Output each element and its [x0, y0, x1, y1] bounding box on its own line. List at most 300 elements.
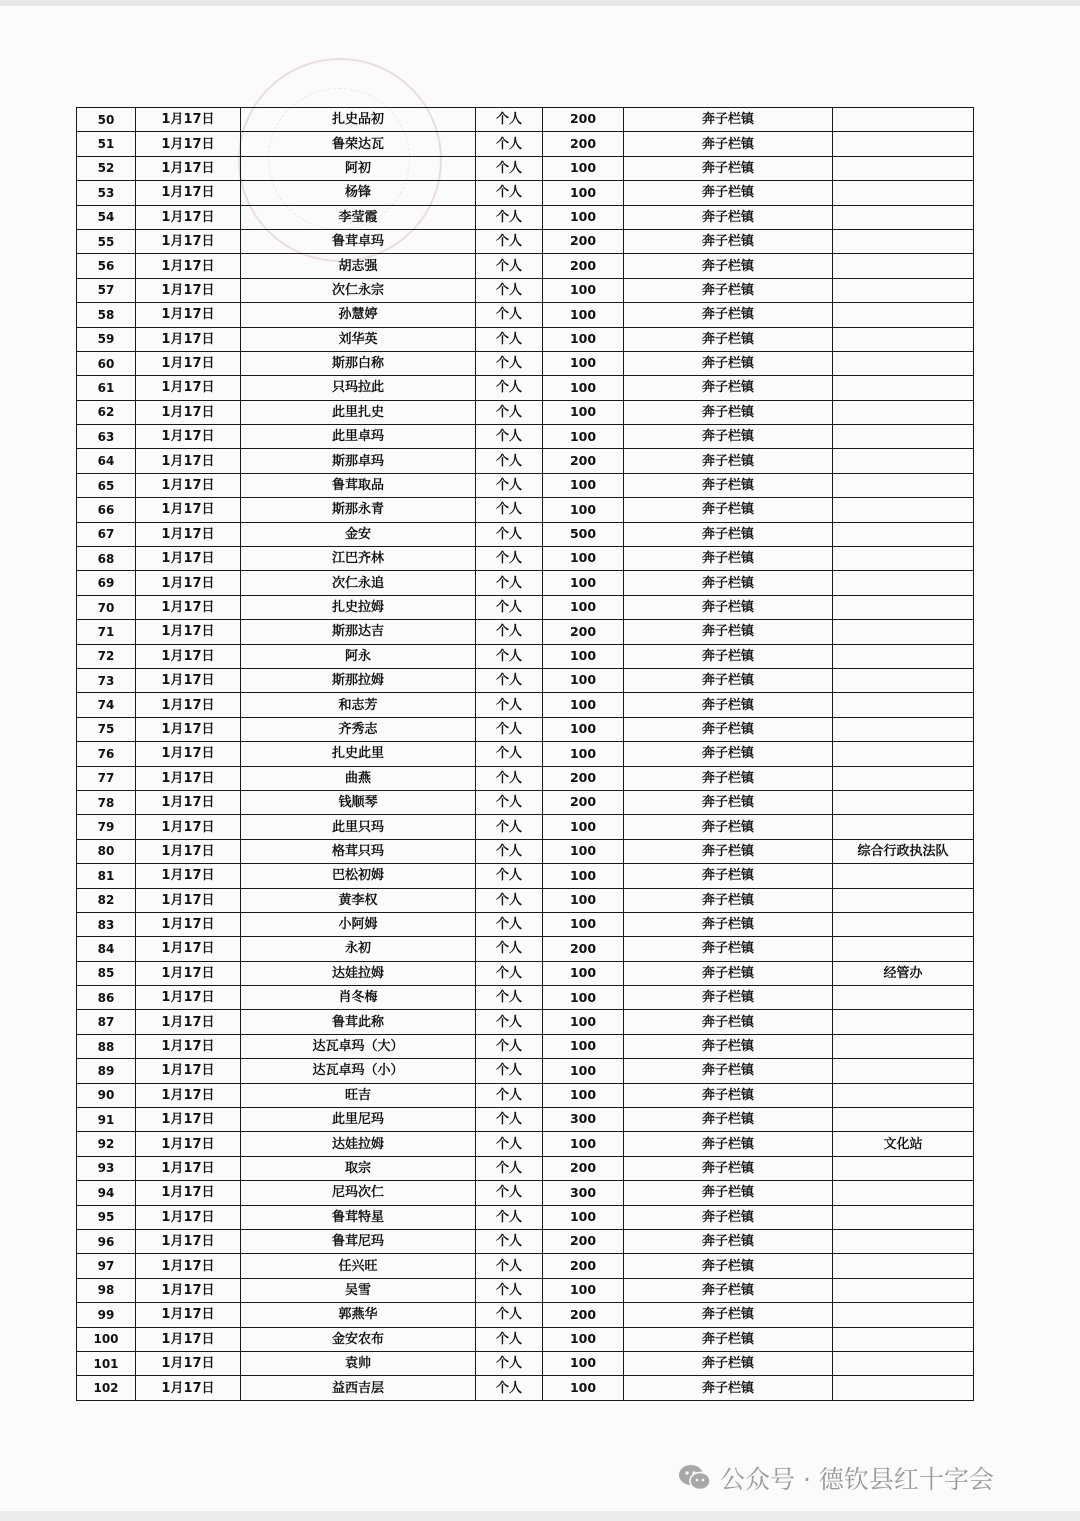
row-date: 1月17日 — [136, 668, 241, 692]
row-date: 1月17日 — [136, 229, 241, 253]
row-number: 57 — [77, 278, 136, 302]
table-row — [77, 303, 974, 327]
row-number: 78 — [77, 790, 136, 814]
row-donor-name: 达瓦卓玛（小） — [241, 1059, 476, 1083]
row-number: 54 — [77, 205, 136, 229]
row-donor-type: 个人 — [476, 668, 543, 692]
row-donor-name: 达娃拉姆 — [241, 961, 476, 985]
row-donor-name: 尼玛次仁 — [241, 1181, 476, 1205]
table-row — [77, 961, 974, 985]
row-number: 79 — [77, 815, 136, 839]
row-place: 奔子栏镇 — [624, 132, 833, 156]
table-row — [77, 937, 974, 961]
row-amount: 200 — [543, 254, 624, 278]
row-donor-type: 个人 — [476, 1156, 543, 1180]
row-note — [833, 229, 974, 253]
row-donor-type: 个人 — [476, 205, 543, 229]
row-donor-name: 斯那拉姆 — [241, 668, 476, 692]
row-date: 1月17日 — [136, 425, 241, 449]
row-place: 奔子栏镇 — [624, 1010, 833, 1034]
row-number: 56 — [77, 254, 136, 278]
row-note — [833, 864, 974, 888]
row-date: 1月17日 — [136, 205, 241, 229]
table-row — [77, 1376, 974, 1400]
row-amount: 100 — [543, 1083, 624, 1107]
row-date: 1月17日 — [136, 815, 241, 839]
row-date: 1月17日 — [136, 1083, 241, 1107]
row-date: 1月17日 — [136, 522, 241, 546]
row-donor-name: 扎史拉姆 — [241, 595, 476, 619]
row-donor-type: 个人 — [476, 986, 543, 1010]
row-amount: 100 — [543, 839, 624, 863]
row-place: 奔子栏镇 — [624, 1376, 833, 1400]
row-note — [833, 547, 974, 571]
table-row — [77, 1083, 974, 1107]
row-place: 奔子栏镇 — [624, 937, 833, 961]
row-note — [833, 1010, 974, 1034]
row-number: 85 — [77, 961, 136, 985]
row-number: 96 — [77, 1229, 136, 1253]
row-place: 奔子栏镇 — [624, 473, 833, 497]
row-note — [833, 766, 974, 790]
row-place: 奔子栏镇 — [624, 864, 833, 888]
row-amount: 200 — [543, 1229, 624, 1253]
row-amount: 100 — [543, 1034, 624, 1058]
row-donor-name: 袁帅 — [241, 1351, 476, 1375]
row-date: 1月17日 — [136, 1132, 241, 1156]
row-donor-type: 个人 — [476, 839, 543, 863]
row-number: 72 — [77, 644, 136, 668]
row-amount: 200 — [543, 229, 624, 253]
row-place: 奔子栏镇 — [624, 888, 833, 912]
table-row — [77, 376, 974, 400]
row-place: 奔子栏镇 — [624, 351, 833, 375]
row-donor-type: 个人 — [476, 766, 543, 790]
table-row — [77, 547, 974, 571]
row-amount: 100 — [543, 644, 624, 668]
row-amount: 100 — [543, 303, 624, 327]
row-place: 奔子栏镇 — [624, 278, 833, 302]
row-donor-type: 个人 — [476, 351, 543, 375]
row-note — [833, 1083, 974, 1107]
row-place: 奔子栏镇 — [624, 1059, 833, 1083]
row-donor-name: 肖冬梅 — [241, 986, 476, 1010]
table-row — [77, 1278, 974, 1302]
row-note — [833, 1254, 974, 1278]
row-amount: 100 — [543, 327, 624, 351]
row-note — [833, 425, 974, 449]
table-row — [77, 327, 974, 351]
row-donor-type: 个人 — [476, 522, 543, 546]
row-date: 1月17日 — [136, 571, 241, 595]
row-amount: 200 — [543, 766, 624, 790]
row-place: 奔子栏镇 — [624, 644, 833, 668]
row-date: 1月17日 — [136, 1376, 241, 1400]
row-donor-name: 郭燕华 — [241, 1303, 476, 1327]
row-amount: 100 — [543, 473, 624, 497]
row-date: 1月17日 — [136, 1059, 241, 1083]
table-row — [77, 717, 974, 741]
row-place: 奔子栏镇 — [624, 766, 833, 790]
row-donor-name: 此里卓玛 — [241, 425, 476, 449]
row-donor-name: 次仁永追 — [241, 571, 476, 595]
row-place: 奔子栏镇 — [624, 327, 833, 351]
row-place: 奔子栏镇 — [624, 1034, 833, 1058]
table-row — [77, 351, 974, 375]
row-amount: 200 — [543, 449, 624, 473]
row-donor-name: 黄李权 — [241, 888, 476, 912]
row-place: 奔子栏镇 — [624, 961, 833, 985]
row-number: 90 — [77, 1083, 136, 1107]
row-number: 87 — [77, 1010, 136, 1034]
row-note — [833, 1059, 974, 1083]
row-number: 52 — [77, 156, 136, 180]
table-row — [77, 1351, 974, 1375]
row-donor-type: 个人 — [476, 888, 543, 912]
row-donor-type: 个人 — [476, 1303, 543, 1327]
row-number: 76 — [77, 742, 136, 766]
row-donor-name: 吴雪 — [241, 1278, 476, 1302]
row-note — [833, 1205, 974, 1229]
row-place: 奔子栏镇 — [624, 839, 833, 863]
row-donor-name: 次仁永宗 — [241, 278, 476, 302]
row-note: 经管办 — [833, 961, 974, 985]
row-donor-name: 阿初 — [241, 156, 476, 180]
row-date: 1月17日 — [136, 498, 241, 522]
row-note — [833, 620, 974, 644]
row-amount: 100 — [543, 425, 624, 449]
table-row — [77, 1010, 974, 1034]
row-donor-type: 个人 — [476, 912, 543, 936]
row-note — [833, 1229, 974, 1253]
row-donor-type: 个人 — [476, 1278, 543, 1302]
row-number: 64 — [77, 449, 136, 473]
row-amount: 100 — [543, 961, 624, 985]
row-note — [833, 888, 974, 912]
row-number: 86 — [77, 986, 136, 1010]
table-row — [77, 1034, 974, 1058]
row-number: 93 — [77, 1156, 136, 1180]
row-donor-type: 个人 — [476, 132, 543, 156]
row-number: 88 — [77, 1034, 136, 1058]
row-number: 74 — [77, 693, 136, 717]
row-date: 1月17日 — [136, 1010, 241, 1034]
row-note — [833, 1034, 974, 1058]
row-place: 奔子栏镇 — [624, 815, 833, 839]
row-note — [833, 1303, 974, 1327]
row-date: 1月17日 — [136, 351, 241, 375]
row-amount: 200 — [543, 132, 624, 156]
row-amount: 100 — [543, 181, 624, 205]
row-donor-type: 个人 — [476, 181, 543, 205]
table-row — [77, 1156, 974, 1180]
row-donor-type: 个人 — [476, 620, 543, 644]
row-amount: 100 — [543, 888, 624, 912]
row-place: 奔子栏镇 — [624, 717, 833, 741]
table-row — [77, 620, 974, 644]
donation-table-body — [77, 108, 974, 1401]
row-number: 84 — [77, 937, 136, 961]
table-row — [77, 205, 974, 229]
row-date: 1月17日 — [136, 961, 241, 985]
row-donor-name: 永初 — [241, 937, 476, 961]
row-date: 1月17日 — [136, 717, 241, 741]
row-amount: 100 — [543, 815, 624, 839]
row-amount: 300 — [543, 1181, 624, 1205]
row-note — [833, 912, 974, 936]
row-date: 1月17日 — [136, 912, 241, 936]
row-donor-name: 任兴旺 — [241, 1254, 476, 1278]
row-note — [833, 473, 974, 497]
row-donor-name: 达瓦卓玛（大） — [241, 1034, 476, 1058]
row-number: 101 — [77, 1351, 136, 1375]
row-donor-name: 杨锋 — [241, 181, 476, 205]
row-place: 奔子栏镇 — [624, 181, 833, 205]
row-amount: 100 — [543, 1059, 624, 1083]
row-amount: 100 — [543, 1327, 624, 1351]
row-note — [833, 498, 974, 522]
row-number: 75 — [77, 717, 136, 741]
row-date: 1月17日 — [136, 181, 241, 205]
row-amount: 300 — [543, 1108, 624, 1132]
row-amount: 100 — [543, 693, 624, 717]
row-donor-type: 个人 — [476, 278, 543, 302]
row-donor-name: 曲燕 — [241, 766, 476, 790]
row-amount: 200 — [543, 1303, 624, 1327]
row-donor-name: 巴松初姆 — [241, 864, 476, 888]
row-donor-name: 取宗 — [241, 1156, 476, 1180]
row-donor-name: 旺吉 — [241, 1083, 476, 1107]
table-row — [77, 156, 974, 180]
row-note: 综合行政执法队 — [833, 839, 974, 863]
row-note — [833, 815, 974, 839]
row-note — [833, 790, 974, 814]
table-row — [77, 1254, 974, 1278]
row-amount: 100 — [543, 986, 624, 1010]
row-date: 1月17日 — [136, 1181, 241, 1205]
row-donor-name: 胡志强 — [241, 254, 476, 278]
row-date: 1月17日 — [136, 108, 241, 132]
row-amount: 100 — [543, 1010, 624, 1034]
row-amount: 100 — [543, 571, 624, 595]
row-number: 77 — [77, 766, 136, 790]
row-number: 71 — [77, 620, 136, 644]
row-donor-type: 个人 — [476, 571, 543, 595]
row-donor-type: 个人 — [476, 449, 543, 473]
table-row — [77, 668, 974, 692]
row-donor-name: 孙慧婷 — [241, 303, 476, 327]
row-note — [833, 400, 974, 424]
row-number: 70 — [77, 595, 136, 619]
row-place: 奔子栏镇 — [624, 595, 833, 619]
row-donor-name: 齐秀志 — [241, 717, 476, 741]
row-place: 奔子栏镇 — [624, 1303, 833, 1327]
row-note — [833, 1108, 974, 1132]
table-row — [77, 864, 974, 888]
row-amount: 100 — [543, 547, 624, 571]
table-row — [77, 522, 974, 546]
row-donor-type: 个人 — [476, 400, 543, 424]
row-donor-name: 扎史此里 — [241, 742, 476, 766]
row-donor-type: 个人 — [476, 937, 543, 961]
row-number: 58 — [77, 303, 136, 327]
wechat-icon — [678, 1464, 712, 1492]
row-note — [833, 108, 974, 132]
row-number: 65 — [77, 473, 136, 497]
row-amount: 100 — [543, 595, 624, 619]
table-row — [77, 449, 974, 473]
row-place: 奔子栏镇 — [624, 547, 833, 571]
row-donor-name: 小阿姆 — [241, 912, 476, 936]
row-note — [833, 156, 974, 180]
row-donor-name: 钱顺琴 — [241, 790, 476, 814]
table-row — [77, 644, 974, 668]
table-row — [77, 571, 974, 595]
row-place: 奔子栏镇 — [624, 1254, 833, 1278]
row-amount: 200 — [543, 1254, 624, 1278]
row-amount: 200 — [543, 108, 624, 132]
row-amount: 100 — [543, 376, 624, 400]
row-note — [833, 986, 974, 1010]
row-date: 1月17日 — [136, 937, 241, 961]
row-date: 1月17日 — [136, 327, 241, 351]
table-row — [77, 790, 974, 814]
wechat-watermark — [678, 1458, 994, 1498]
row-donor-name: 金安农布 — [241, 1327, 476, 1351]
row-number: 51 — [77, 132, 136, 156]
row-number: 61 — [77, 376, 136, 400]
row-date: 1月17日 — [136, 766, 241, 790]
row-place: 奔子栏镇 — [624, 1083, 833, 1107]
row-donor-type: 个人 — [476, 1083, 543, 1107]
row-donor-name: 金安 — [241, 522, 476, 546]
table-row — [77, 278, 974, 302]
row-amount: 100 — [543, 864, 624, 888]
row-donor-name: 此里尼玛 — [241, 1108, 476, 1132]
row-note — [833, 1278, 974, 1302]
row-place: 奔子栏镇 — [624, 254, 833, 278]
row-donor-name: 斯那永青 — [241, 498, 476, 522]
row-donor-type: 个人 — [476, 1327, 543, 1351]
watermark-text: 公众号 · 德钦县红十字会 — [720, 1465, 994, 1494]
row-place: 奔子栏镇 — [624, 1327, 833, 1351]
row-date: 1月17日 — [136, 595, 241, 619]
table-row — [77, 742, 974, 766]
row-note — [833, 1156, 974, 1180]
row-note — [833, 1327, 974, 1351]
row-donor-name: 斯那达吉 — [241, 620, 476, 644]
row-donor-name: 鲁茸此称 — [241, 1010, 476, 1034]
row-place: 奔子栏镇 — [624, 108, 833, 132]
row-donor-name: 和志芳 — [241, 693, 476, 717]
row-place: 奔子栏镇 — [624, 522, 833, 546]
row-donor-name: 斯那白称 — [241, 351, 476, 375]
row-donor-type: 个人 — [476, 1010, 543, 1034]
row-donor-type: 个人 — [476, 1132, 543, 1156]
row-note — [833, 1181, 974, 1205]
row-date: 1月17日 — [136, 790, 241, 814]
row-number: 60 — [77, 351, 136, 375]
row-place: 奔子栏镇 — [624, 912, 833, 936]
row-number: 63 — [77, 425, 136, 449]
row-donor-type: 个人 — [476, 864, 543, 888]
row-place: 奔子栏镇 — [624, 449, 833, 473]
table-row — [77, 1059, 974, 1083]
table-row — [77, 1229, 974, 1253]
table-row — [77, 425, 974, 449]
row-number: 68 — [77, 547, 136, 571]
table-row — [77, 1181, 974, 1205]
row-donor-name: 鲁茸取品 — [241, 473, 476, 497]
row-note — [833, 205, 974, 229]
table-row — [77, 1132, 974, 1156]
row-note — [833, 303, 974, 327]
row-donor-type: 个人 — [476, 742, 543, 766]
row-donor-type: 个人 — [476, 108, 543, 132]
row-number: 80 — [77, 839, 136, 863]
row-place: 奔子栏镇 — [624, 205, 833, 229]
row-date: 1月17日 — [136, 839, 241, 863]
row-note — [833, 644, 974, 668]
row-date: 1月17日 — [136, 400, 241, 424]
row-donor-name: 此里只玛 — [241, 815, 476, 839]
row-donor-name: 格茸只玛 — [241, 839, 476, 863]
row-note — [833, 278, 974, 302]
row-date: 1月17日 — [136, 1034, 241, 1058]
row-donor-type: 个人 — [476, 717, 543, 741]
table-row — [77, 498, 974, 522]
row-place: 奔子栏镇 — [624, 742, 833, 766]
row-date: 1月17日 — [136, 888, 241, 912]
row-number: 53 — [77, 181, 136, 205]
scan-bottom-edge — [0, 1511, 1080, 1521]
row-number: 83 — [77, 912, 136, 936]
row-date: 1月17日 — [136, 1278, 241, 1302]
row-date: 1月17日 — [136, 693, 241, 717]
row-number: 55 — [77, 229, 136, 253]
row-note — [833, 595, 974, 619]
row-donor-name: 达娃拉姆 — [241, 1132, 476, 1156]
row-donor-type: 个人 — [476, 254, 543, 278]
row-donor-type: 个人 — [476, 303, 543, 327]
table-row — [77, 1205, 974, 1229]
row-note — [833, 449, 974, 473]
table-row — [77, 693, 974, 717]
row-amount: 200 — [543, 790, 624, 814]
row-note — [833, 181, 974, 205]
row-place: 奔子栏镇 — [624, 693, 833, 717]
row-place: 奔子栏镇 — [624, 229, 833, 253]
row-note — [833, 742, 974, 766]
row-amount: 100 — [543, 351, 624, 375]
row-donor-type: 个人 — [476, 229, 543, 253]
row-date: 1月17日 — [136, 1254, 241, 1278]
row-amount: 100 — [543, 498, 624, 522]
row-donor-type: 个人 — [476, 1229, 543, 1253]
row-donor-type: 个人 — [476, 498, 543, 522]
row-place: 奔子栏镇 — [624, 425, 833, 449]
row-donor-name: 刘华英 — [241, 327, 476, 351]
row-place: 奔子栏镇 — [624, 620, 833, 644]
row-donor-name: 阿永 — [241, 644, 476, 668]
row-place: 奔子栏镇 — [624, 498, 833, 522]
row-donor-type: 个人 — [476, 790, 543, 814]
row-amount: 100 — [543, 1205, 624, 1229]
row-place: 奔子栏镇 — [624, 986, 833, 1010]
row-note — [833, 668, 974, 692]
row-place: 奔子栏镇 — [624, 1278, 833, 1302]
row-date: 1月17日 — [136, 986, 241, 1010]
